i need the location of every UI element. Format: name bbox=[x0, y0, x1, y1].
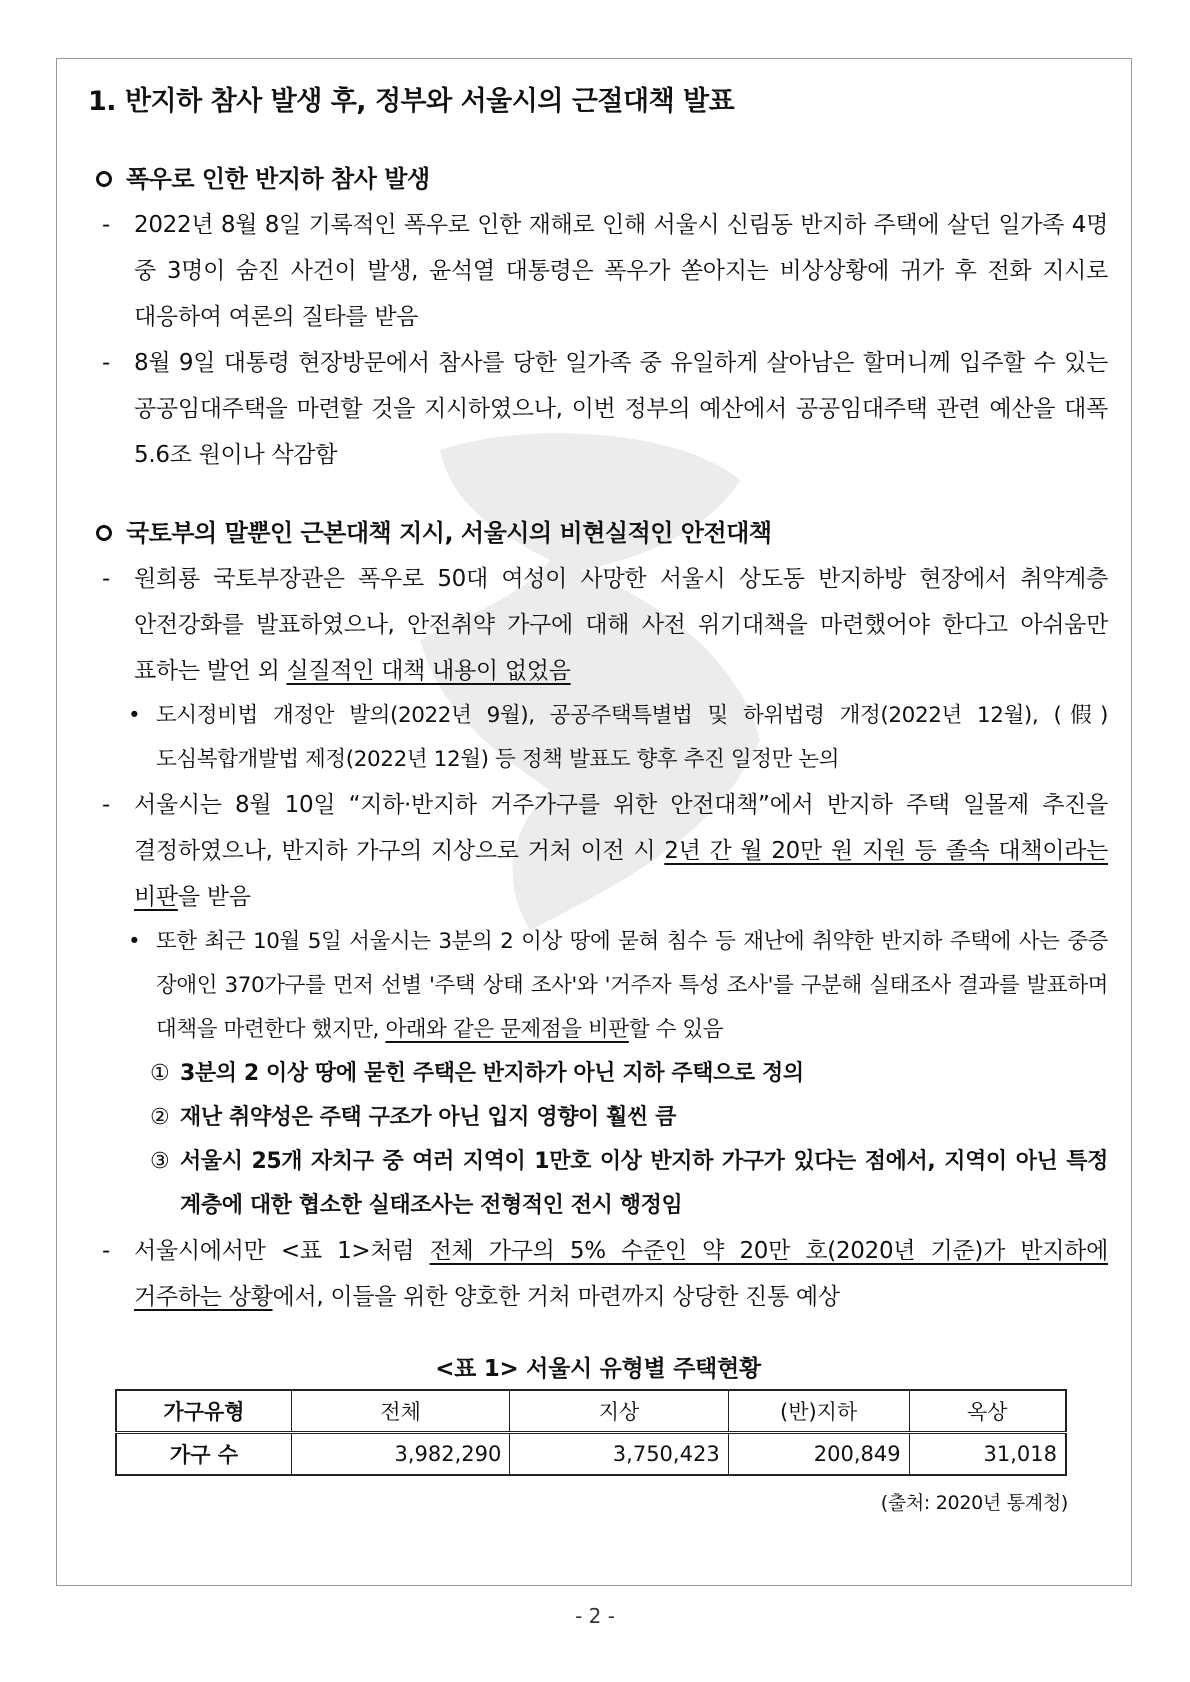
numbered-item: ① 3분의 2 이상 땅에 묻힌 주택은 반지하가 아닌 지하 주택으로 정의 bbox=[150, 1061, 804, 1086]
sub-list-item: • 또한 최근 10월 5일 서울시는 3분의 2 이상 땅에 묻혀 침수 등 재난에 취약한 반지하 주택에 사는 중증 장애인 370가구를 먼저 선별 '주택 상태 조사'와 '거주자 특성 조사'를 구분해 실태조사 결과를 발표하며 대책을 마련한다 했지만, 아래와 같은 문제점을 비판할 수 있음 bbox=[128, 929, 1108, 1042]
table-row bbox=[116, 1433, 1066, 1476]
underlined-text: 실질적인 대책 내용이 없었음 bbox=[286, 658, 571, 684]
table-cell: 200,849 bbox=[728, 1433, 909, 1476]
list-item: - 8월 9일 대통령 현장방문에서 참사를 당한 일가족 중 유일하게 살아남은 할머니께 입주할 수 있는 공공임대주택을 마련할 것을 지시하였으나, 이번 정부의 예산에서 공공임대주택 관련 예산을 대폭 5.6조 원이나 삭감함 bbox=[102, 350, 1108, 468]
main-heading: 1. 반지하 참사 발생 후, 정부와 서울시의 근절대책 발표 bbox=[88, 86, 735, 117]
row-label-cell: 가구 수 bbox=[116, 1433, 292, 1476]
table-header-cell: (반)지하 bbox=[728, 1390, 909, 1433]
table-header-cell: 전체 bbox=[292, 1390, 510, 1433]
section-heading-2: 국토부의 말뿐인 근본대책 지시, 서울시의 비현실적인 안전대책 bbox=[88, 510, 1108, 556]
underlined-text: 아래와 같은 문제점을 비판 bbox=[385, 1017, 629, 1042]
page-number: - 2 - bbox=[575, 1604, 615, 1628]
list-item: - 서울시는 8월 10일 “지하·반지하 거주가구를 위한 안전대책”에서 반지하 주택 일몰제 추진을 결정하였으나, 반지하 가구의 지상으로 거처 이전 시 2년 간 월 20만 원 지원 등 졸속 대책이라는 비판을 받음 bbox=[102, 792, 1108, 910]
housing-table bbox=[115, 1389, 1067, 1476]
table-cell: 3,750,423 bbox=[510, 1433, 728, 1476]
list-item: - 서울시에서만 <표 1>처럼 전체 가구의 5% 수준인 약 20만 호(2020년 기준)가 반지하에 거주하는 상황에서, 이들을 위한 양호한 거처 마련까지 상당한 진통 예상 bbox=[102, 1238, 1109, 1310]
table-header-row bbox=[116, 1390, 1066, 1433]
numbered-item: ② 재난 취약성은 주택 구조가 아닌 입지 영향이 훨씬 큼 bbox=[150, 1105, 676, 1130]
table-cell: 3,982,290 bbox=[292, 1433, 510, 1476]
underlined-text: 전체 가구의 5% 수준인 약 20만 호(2020년 기준)가 반지하에 거주하는 상황 bbox=[134, 1238, 1109, 1310]
circle-bullet-icon bbox=[96, 171, 112, 187]
sub-list-item: • 도시정비법 개정안 발의(2022년 9월), 공공주택특별법 및 하위법령 개정(2022년 12월), (假)도심복합개발법 제정(2022년 12월) 등 정책 발표도 향후 추진 일정만 논의 bbox=[128, 703, 1108, 772]
table-header-cell: 지상 bbox=[510, 1390, 728, 1433]
circle-bullet-icon bbox=[96, 525, 112, 541]
underlined-text: 2년 간 월 20만 원 지원 등 졸속 대책이라는 비판 bbox=[134, 838, 1108, 910]
list-item: - 원희룡 국토부장관은 폭우로 50대 여성이 사망한 서울시 상도동 반지하방 현장에서 취약계층 안전강화를 발표하였으나, 안전취약 가구에 대해 사전 위기대책을 마련했어야 한다고 아쉬움만 표하는 발언 외 실질적인 대책 내용이 없었음 bbox=[102, 566, 1108, 684]
list-item: - 2022년 8월 8일 기록적인 폭우로 인한 재해로 인해 서울시 신림동 반지하 주택에 살던 일가족 4명 중 3명이 숨진 사건이 발생, 윤석열 대통령은 폭우가 쏟아지는 비상상황에 귀가 후 전화 지시로 대응하여 여론의 질타를 받음 bbox=[102, 212, 1108, 330]
table-source: (출처: 2020년 통계청) bbox=[880, 1492, 1068, 1514]
section-heading-1: 폭우로 인한 반지하 참사 발생 bbox=[88, 156, 1108, 202]
table-title: <표 1> 서울시 유형별 주택현황 bbox=[435, 1356, 761, 1382]
document-body bbox=[88, 78, 1108, 1515]
numbered-item: ③ 서울시 25개 자치구 중 여러 지역이 1만호 이상 반지하 가구가 있다는 점에서, 지역이 아닌 특정 계층에 대한 협소한 실태조사는 전형적인 전시 행정임 bbox=[150, 1149, 1108, 1218]
table-header-cell: 가구유형 bbox=[116, 1390, 292, 1433]
table-cell: 31,018 bbox=[909, 1433, 1066, 1476]
table-header-cell: 옥상 bbox=[909, 1390, 1066, 1433]
